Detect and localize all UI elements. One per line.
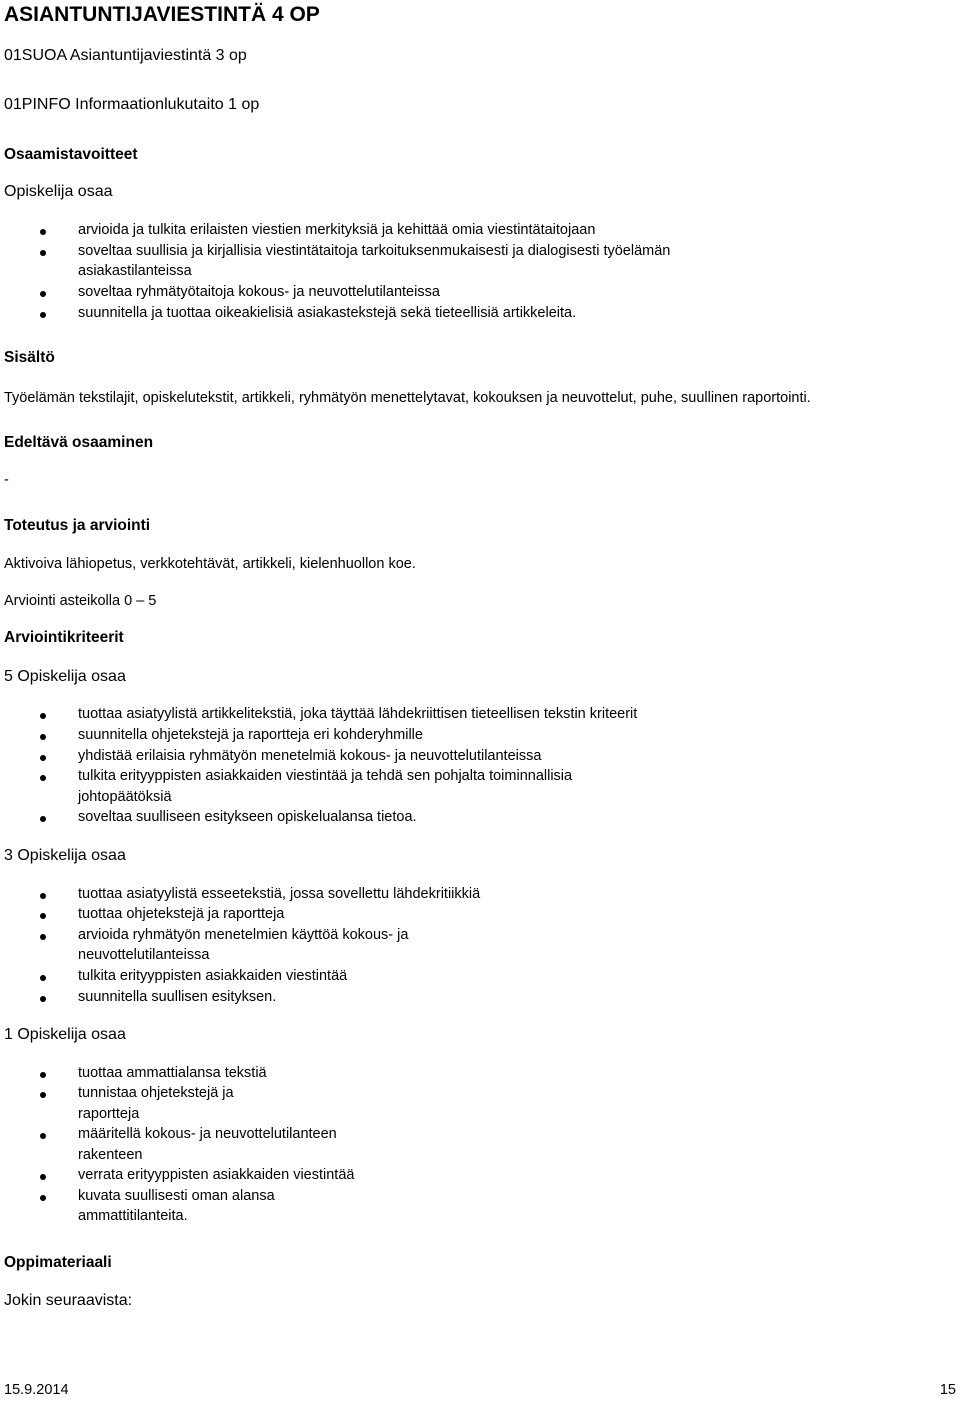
prerequisites-text: - xyxy=(4,472,9,488)
list-item: suunnitella suullisen esityksen. xyxy=(78,989,277,1005)
bullet-icon xyxy=(40,1195,46,1201)
implementation-text: Aktivoiva lähiopetus, verkkotehtävät, artikkeli, kielenhuollon koe. xyxy=(4,556,416,572)
bullet-icon xyxy=(40,893,46,899)
bullet-icon xyxy=(40,1092,46,1098)
list-item-continuation: johtopäätöksiä xyxy=(78,789,172,805)
list-item: tulkita erityyppisten asiakkaiden viestintää ja tehdä sen pohjalta toiminnallisia xyxy=(78,768,573,784)
page-number: 15 xyxy=(939,1382,956,1398)
bullet-icon xyxy=(40,816,46,822)
content-text: Työelämän tekstilajit, opiskelutekstit, artikkeli, ryhmätyön menettelytavat, kokouksen ja neuvottelut, puhe, suullinen raportointi. xyxy=(4,390,811,406)
materials-heading: Oppimateriaali xyxy=(4,1254,112,1271)
course-code-1: 01SUOA Asiantuntijaviestintä 3 op xyxy=(4,47,247,64)
bullet-icon xyxy=(40,734,46,740)
list-item-continuation: raportteja xyxy=(78,1106,140,1122)
list-item: määritellä kokous- ja neuvottelutilanteen xyxy=(78,1126,337,1142)
bullet-icon xyxy=(40,996,46,1002)
list-item: verrata erityyppisten asiakkaiden viestintää xyxy=(78,1167,355,1183)
bullet-icon xyxy=(40,913,46,919)
list-item: arvioida ryhmätyön menetelmien käyttöä kokous- ja xyxy=(78,927,409,943)
list-item: soveltaa suullisia ja kirjallisia viestintätaitoja tarkoituksenmukaisesti ja dialogisesti työelämän xyxy=(78,243,671,259)
course-code-2: 01PINFO Informaationlukutaito 1 op xyxy=(4,96,260,113)
document-title: ASIANTUNTIJAVIESTINTÄ 4 OP xyxy=(4,3,320,26)
grade-3-label: 3 Opiskelija osaa xyxy=(4,847,126,864)
objectives-heading: Osaamistavoitteet xyxy=(4,146,138,163)
list-item: tunnistaa ohjetekstejä ja xyxy=(78,1085,234,1101)
content-heading: Sisältö xyxy=(4,349,55,366)
bullet-icon xyxy=(40,229,46,235)
grade-1-label: 1 Opiskelija osaa xyxy=(4,1026,126,1043)
bullet-icon xyxy=(40,1133,46,1139)
bullet-icon xyxy=(40,1072,46,1078)
list-item: kuvata suullisesti oman alansa xyxy=(78,1188,275,1204)
grading-scale: Arviointi asteikolla 0 – 5 xyxy=(4,593,157,609)
list-item: yhdistää erilaisia ryhmätyön menetelmiä kokous- ja neuvottelutilanteissa xyxy=(78,748,542,764)
implementation-heading: Toteutus ja arviointi xyxy=(4,517,151,534)
criteria-heading: Arviointikriteerit xyxy=(4,629,124,646)
bullet-icon xyxy=(40,775,46,781)
bullet-icon xyxy=(40,975,46,981)
list-item-continuation: rakenteen xyxy=(78,1147,143,1163)
list-item: soveltaa ryhmätyötaitoja kokous- ja neuvottelutilanteissa xyxy=(78,284,440,300)
list-item: soveltaa suulliseen esitykseen opiskelualansa tietoa. xyxy=(78,809,417,825)
list-item-continuation: ammattitilanteita. xyxy=(78,1208,188,1224)
list-item: tulkita erityyppisten asiakkaiden viestintää xyxy=(78,968,348,984)
list-item: suunnitella ja tuottaa oikeakielisiä asiakastekstejä sekä tieteellisiä artikkeleita. xyxy=(78,305,577,321)
bullet-icon xyxy=(40,713,46,719)
list-item: tuottaa ohjetekstejä ja raportteja xyxy=(78,906,285,922)
list-item: tuottaa asiatyylistä artikkelitekstiä, joka täyttää lähdekriittisen tieteellisen tekstin kriteerit xyxy=(78,706,638,722)
list-item: suunnitella ohjetekstejä ja raportteja eri kohderyhmille xyxy=(78,727,423,743)
list-item: tuottaa asiatyylistä esseetekstiä, jossa sovellettu lähdekritiikkiä xyxy=(78,886,481,902)
bullet-icon xyxy=(40,250,46,256)
list-item: arvioida ja tulkita erilaisten viestien merkityksiä ja kehittää omia viestintätaitojaan xyxy=(78,222,596,238)
list-item: tuottaa ammattialansa tekstiä xyxy=(78,1065,267,1081)
bullet-icon xyxy=(40,934,46,940)
bullet-icon xyxy=(40,1174,46,1180)
list-item-continuation: neuvottelutilanteissa xyxy=(78,947,210,963)
prerequisites-heading: Edeltävä osaaminen xyxy=(4,434,154,451)
bullet-icon xyxy=(40,312,46,318)
materials-text: Jokin seuraavista: xyxy=(4,1292,133,1309)
grade-5-label: 5 Opiskelija osaa xyxy=(4,668,126,685)
footer-date: 15.9.2014 xyxy=(4,1382,69,1398)
bullet-icon xyxy=(40,755,46,761)
objectives-intro: Opiskelija osaa xyxy=(4,183,113,200)
list-item-continuation: asiakastilanteissa xyxy=(78,263,192,279)
bullet-icon xyxy=(40,291,46,297)
